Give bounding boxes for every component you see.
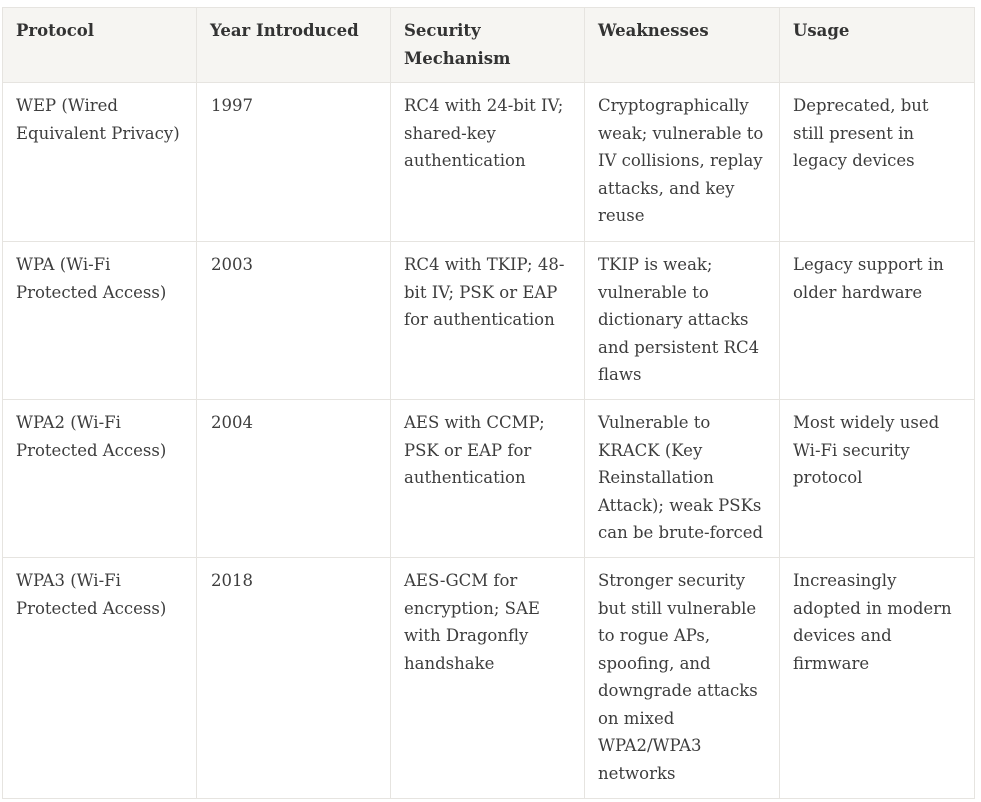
cell-protocol: WPA2 (Wi-Fi Protected Access) [3,400,197,558]
header-protocol: Protocol [3,8,197,83]
cell-usage: Legacy support in older hardware [780,242,975,400]
cell-weaknesses: Stronger security but still vulnerable to rogue APs, spoofing, and downgrade attacks on mixed WPA2/WPA3 networks [585,558,780,799]
cell-weaknesses: TKIP is weak; vulnerable to dictionary attacks and persistent RC4 flaws [585,242,780,400]
cell-mechanism: AES with CCMP; PSK or EAP for authentication [391,400,585,558]
table-header [3,8,975,83]
header-row [3,8,975,83]
cell-weaknesses: Vulnerable to KRACK (Key Reinstallation Attack); weak PSKs can be brute-forced [585,400,780,558]
header-security-mechanism: Security Mechanism [391,8,585,83]
cell-year: 2003 [197,242,391,400]
cell-protocol: WPA3 (Wi-Fi Protected Access) [3,558,197,799]
protocol-comparison-table [2,7,975,799]
table-row [3,242,975,400]
cell-protocol: WEP (Wired Equivalent Privacy) [3,83,197,242]
cell-usage: Most widely used Wi-Fi security protocol [780,400,975,558]
cell-mechanism: AES-GCM for encryption; SAE with Dragonfly handshake [391,558,585,799]
table-body [3,83,975,799]
cell-year: 2018 [197,558,391,799]
cell-protocol: WPA (Wi-Fi Protected Access) [3,242,197,400]
header-year-introduced: Year Introduced [197,8,391,83]
cell-year: 1997 [197,83,391,242]
cell-usage: Deprecated, but still present in legacy devices [780,83,975,242]
cell-weaknesses: Cryptographically weak; vulnerable to IV collisions, replay attacks, and key reuse [585,83,780,242]
protocol-comparison-table-container [2,7,974,799]
header-weaknesses: Weaknesses [585,8,780,83]
table-row [3,83,975,242]
table-row [3,400,975,558]
table-row [3,558,975,799]
cell-year: 2004 [197,400,391,558]
cell-mechanism: RC4 with 24-bit IV; shared-key authentication [391,83,585,242]
cell-mechanism: RC4 with TKIP; 48-bit IV; PSK or EAP for authentication [391,242,585,400]
cell-usage: Increasingly adopted in modern devices and firmware [780,558,975,799]
header-usage: Usage [780,8,975,83]
